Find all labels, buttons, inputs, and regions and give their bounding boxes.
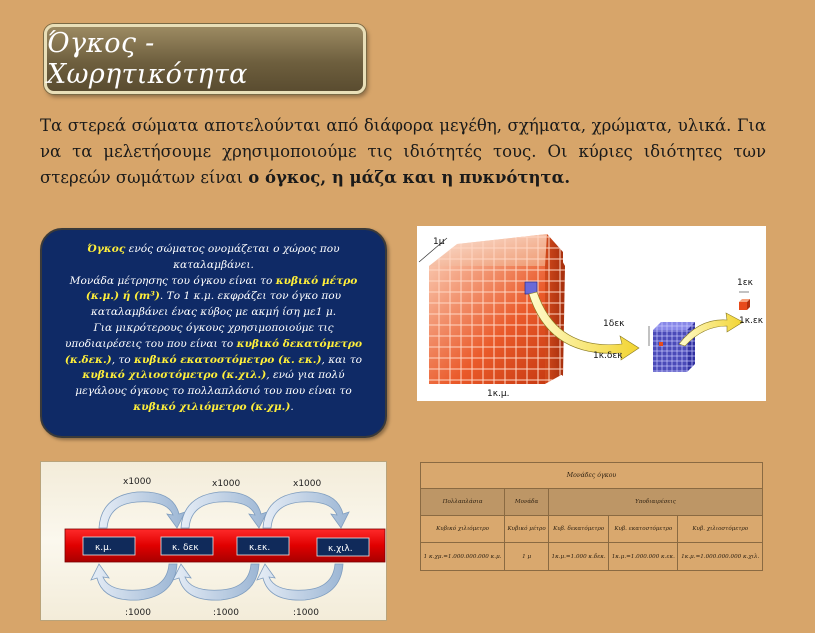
multiplier-label-1: x1000: [123, 477, 152, 487]
unit-text-a: Μονάδα μέτρησης του όγκου είναι το: [69, 274, 276, 287]
divide-arrows: [91, 564, 343, 600]
unit-label-m3: κ.μ.: [95, 543, 112, 553]
table-header-row: [421, 489, 763, 516]
table-cell: 1κ.μ.=1.000.000 κ.εκ.: [609, 543, 678, 571]
unit-text-b: . Το 1 κ.μ. εκφράζει τον όγκο που καταλαμβάνει ένας κύβος με ακμή ίση με1 μ.: [90, 290, 342, 319]
page-title-box: [44, 24, 366, 94]
term-cubic-decimeter: κυβικό δεκατόμετρο (κ.δεκ.): [64, 337, 363, 366]
table-cell: 1 μ: [505, 543, 549, 571]
label-edge-m: 1μ: [433, 237, 445, 247]
sub-text-d: , ενώ για πολύ μεγάλους όγκους το πολλαπλάσιό του που είναι το: [75, 369, 352, 398]
header-multiples: Πολλαπλάσια: [421, 489, 505, 516]
table-cell: 1κ.μ.=1.000.000.000 κ.χιλ.: [678, 543, 763, 571]
term-volume: Όγκος: [87, 243, 126, 255]
page-title: Όγκος - Χωρητικότητα: [47, 28, 248, 90]
table-cell: Κυβικό χιλιόμετρο: [421, 516, 505, 543]
table-row: [421, 543, 763, 571]
unit-paragraph: [56, 274, 371, 321]
label-edge-cm: 1εκ: [737, 278, 753, 288]
intro-paragraph: [40, 113, 766, 191]
table-caption-row: [421, 463, 763, 489]
label-cubic-dm: 1κ.δεκ: [593, 351, 623, 361]
sub-text-a: Για μικρότερους όγκους χρησιμοποιούμε τις υποδιαιρέσεις του που είναι το: [64, 321, 334, 350]
term-cubic-meter: κυβικό μέτρο (κ.μ.) ή (m³): [85, 274, 358, 303]
term-cubic-centimeter: κυβικό εκατοστόμετρο (κ. εκ.): [134, 353, 322, 366]
label-cubic-m: 1κ.μ.: [487, 389, 510, 399]
intro-text: Τα στερεά σώματα αποτελούνται από διάφορα μεγέθη, σχήματα, χρώματα, υλικά. Για να τα μελετήσουμε χρησιμοποιούμε τις ιδιότητές τους. Οι κύριες ιδιότητες των στερεών σωμάτων είναι: [40, 116, 766, 187]
label-edge-dm: 1δεκ: [603, 319, 625, 329]
unit-label-cm3: κ.εκ.: [249, 543, 271, 553]
multiplier-label-3: x1000: [293, 479, 322, 489]
multiply-arrows: [99, 492, 349, 528]
cube-illustration: [417, 226, 766, 401]
table-cell: 1κ.μ.=1.000 κ.δεκ.: [549, 543, 609, 571]
divider-label-3: :1000: [293, 608, 319, 618]
sub-text-e: .: [290, 400, 294, 413]
definition-text: ενός σώματος ονομάζεται ο χώρος που καταλαμβάνει.: [125, 243, 340, 271]
cube-illustration-svg: [417, 226, 766, 401]
units-conversion-diagram: [40, 461, 387, 621]
small-cube-shape: [739, 299, 750, 310]
sub-text-c: , και το: [321, 353, 363, 366]
table-caption: Μονάδες όγκου: [421, 463, 763, 489]
unit-label-dm3: κ. δεκ: [172, 543, 199, 553]
label-cubic-cm: 1κ.εκ: [739, 316, 764, 326]
definition-paragraph: [56, 242, 371, 274]
divider-label-2: :1000: [213, 608, 239, 618]
intro-bold: ο όγκος, η μάζα και η πυκνότητα.: [248, 168, 571, 187]
table-cell: Κυβ. χιλιοστόμετρο: [678, 516, 763, 543]
volume-units-table: [420, 462, 763, 571]
table-cell: Κυβικό μέτρο: [505, 516, 549, 543]
term-cubic-kilometer: κυβικό χιλιόμετρο (κ.χμ.): [133, 400, 291, 413]
table-cell: 1 κ.χμ.=1.000.000.000 κ.μ.: [421, 543, 505, 571]
unit-label-mm3: κ.χιλ.: [328, 544, 353, 554]
term-cubic-millimeter: κυβικό χιλιοστόμετρο (κ.χιλ.): [82, 369, 267, 382]
header-unit: Μονάδα: [505, 489, 549, 516]
header-subdivisions: Υποδιαιρέσεις: [549, 489, 763, 516]
divider-label-1: :1000: [125, 608, 151, 618]
multiplier-label-2: x1000: [212, 479, 241, 489]
table-row: [421, 516, 763, 543]
blue-cube-shape: [653, 322, 695, 372]
sub-text-b: , το: [111, 353, 135, 366]
units-conversion-svg: [41, 462, 388, 622]
table-cell: Κυβ. δεκατόμετρο: [549, 516, 609, 543]
table-cell: Κυβ. εκατοστόμετρο: [609, 516, 678, 543]
volume-definition-card: [40, 228, 387, 438]
subdivisions-paragraph: [56, 321, 371, 416]
